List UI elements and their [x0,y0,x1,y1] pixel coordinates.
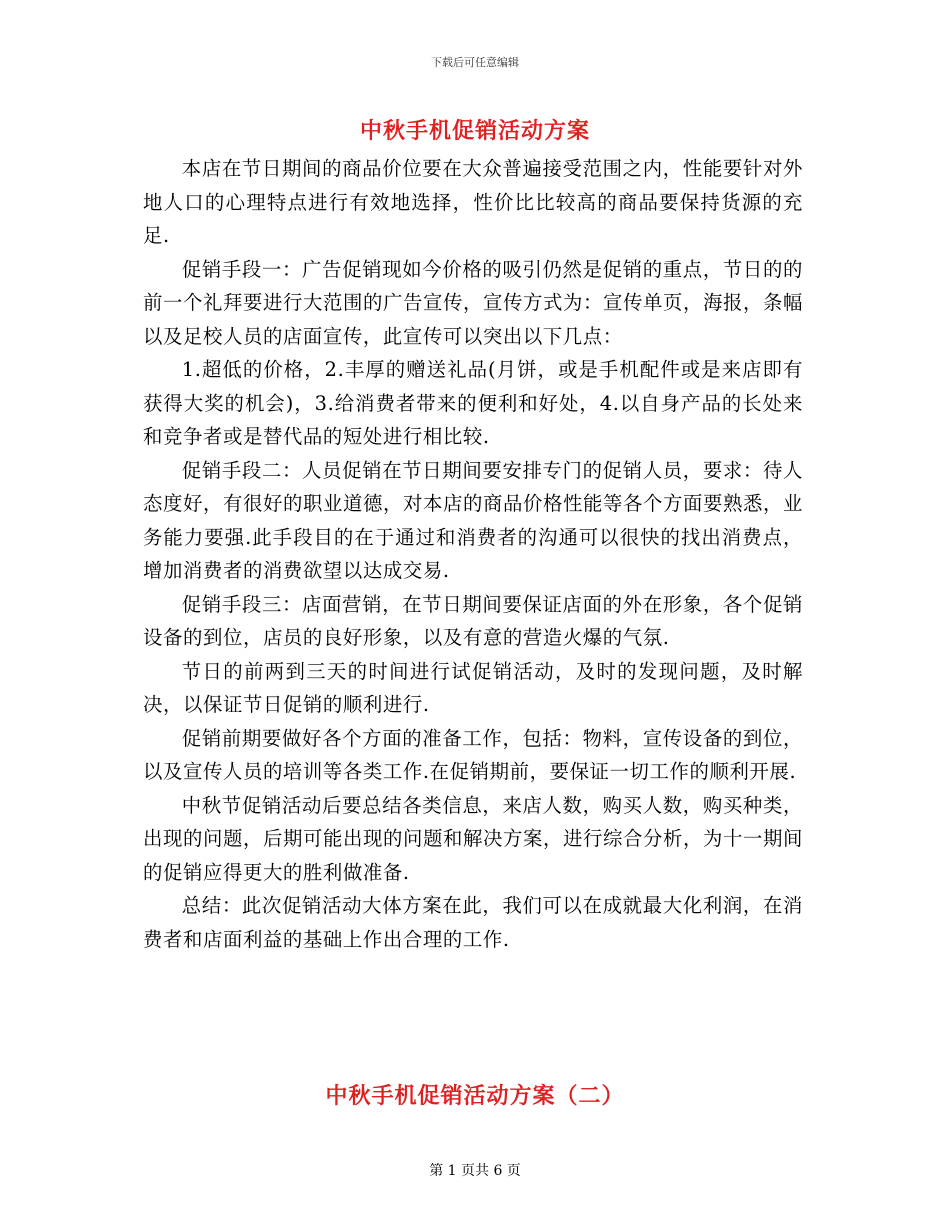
paragraph-preparation: 促销前期要做好各个方面的准备工作，包括：物料，宣传设备的到位，以及宣传人员的培训等各类工作.在促销期前，要保证一切工作的顺利开展. [143,726,803,783]
paragraph-promo-method-3: 促销手段三：店面营销，在节日期间要保证店面的外在形象，各个促销设备的到位，店员的良好形象，以及有意的营造火爆的气氛. [143,592,803,649]
paragraph-promo-points: 1.超低的价格，2.丰厚的赠送礼品(月饼，或是手机配件或是来店即有获得大奖的机会)，3.给消费者带来的便利和好处，4.以自身产品的长处来和竞争者或是替代品的短处进行相比较. [143,358,803,448]
document-title: 中秋手机促销活动方案 [359,118,590,144]
header-note: 下载后可任意编辑 [431,56,519,69]
paragraph-review: 中秋节促销活动后要总结各类信息，来店人数，购买人数，购买种类，出现的问题，后期可能出现的问题和解决方案，进行综合分析，为十一期间的促销应得更大的胜利做准备. [143,793,803,884]
section-title-second: 中秋手机促销活动方案（二） [325,1083,625,1109]
paragraph-promo-method-1: 促销手段一：广告促销现如今价格的吸引仍然是促销的重点，节日的的前一个礼拜要进行大范围的广告宣传，宣传方式为：宣传单页，海报，条幅以及足校人员的店面宣传，此宣传可以突出以下几点： [143,257,803,348]
paragraph-summary: 总结：此次促销活动大体方案在此，我们可以在成就最大化利润，在消费者和店面利益的基础上作出合理的工作. [143,894,803,951]
document-body [143,152,803,956]
page-number: 第 1 页共 6 页 [429,1163,521,1179]
paragraph-promo-method-2: 促销手段二：人员促销在节日期间要安排专门的促销人员，要求：待人态度好，有很好的职业道德，对本店的商品价格性能等各个方面要熟悉，业务能力要强.此手段目的在于通过和消费者的沟通可以很快的找出消费点，增加消费者的消费欲望以达成交易. [143,458,803,582]
paragraph-intro: 本店在节日期间的商品价位要在大众普遍接受范围之内，性能要针对外地人口的心理特点进行有效地选择，性价比比较高的商品要保持货源的充足. [143,157,803,247]
paragraph-trial-promo: 节日的前两到三天的时间进行试促销活动，及时的发现问题，及时解决，以保证节日促销的顺利进行. [143,659,803,716]
